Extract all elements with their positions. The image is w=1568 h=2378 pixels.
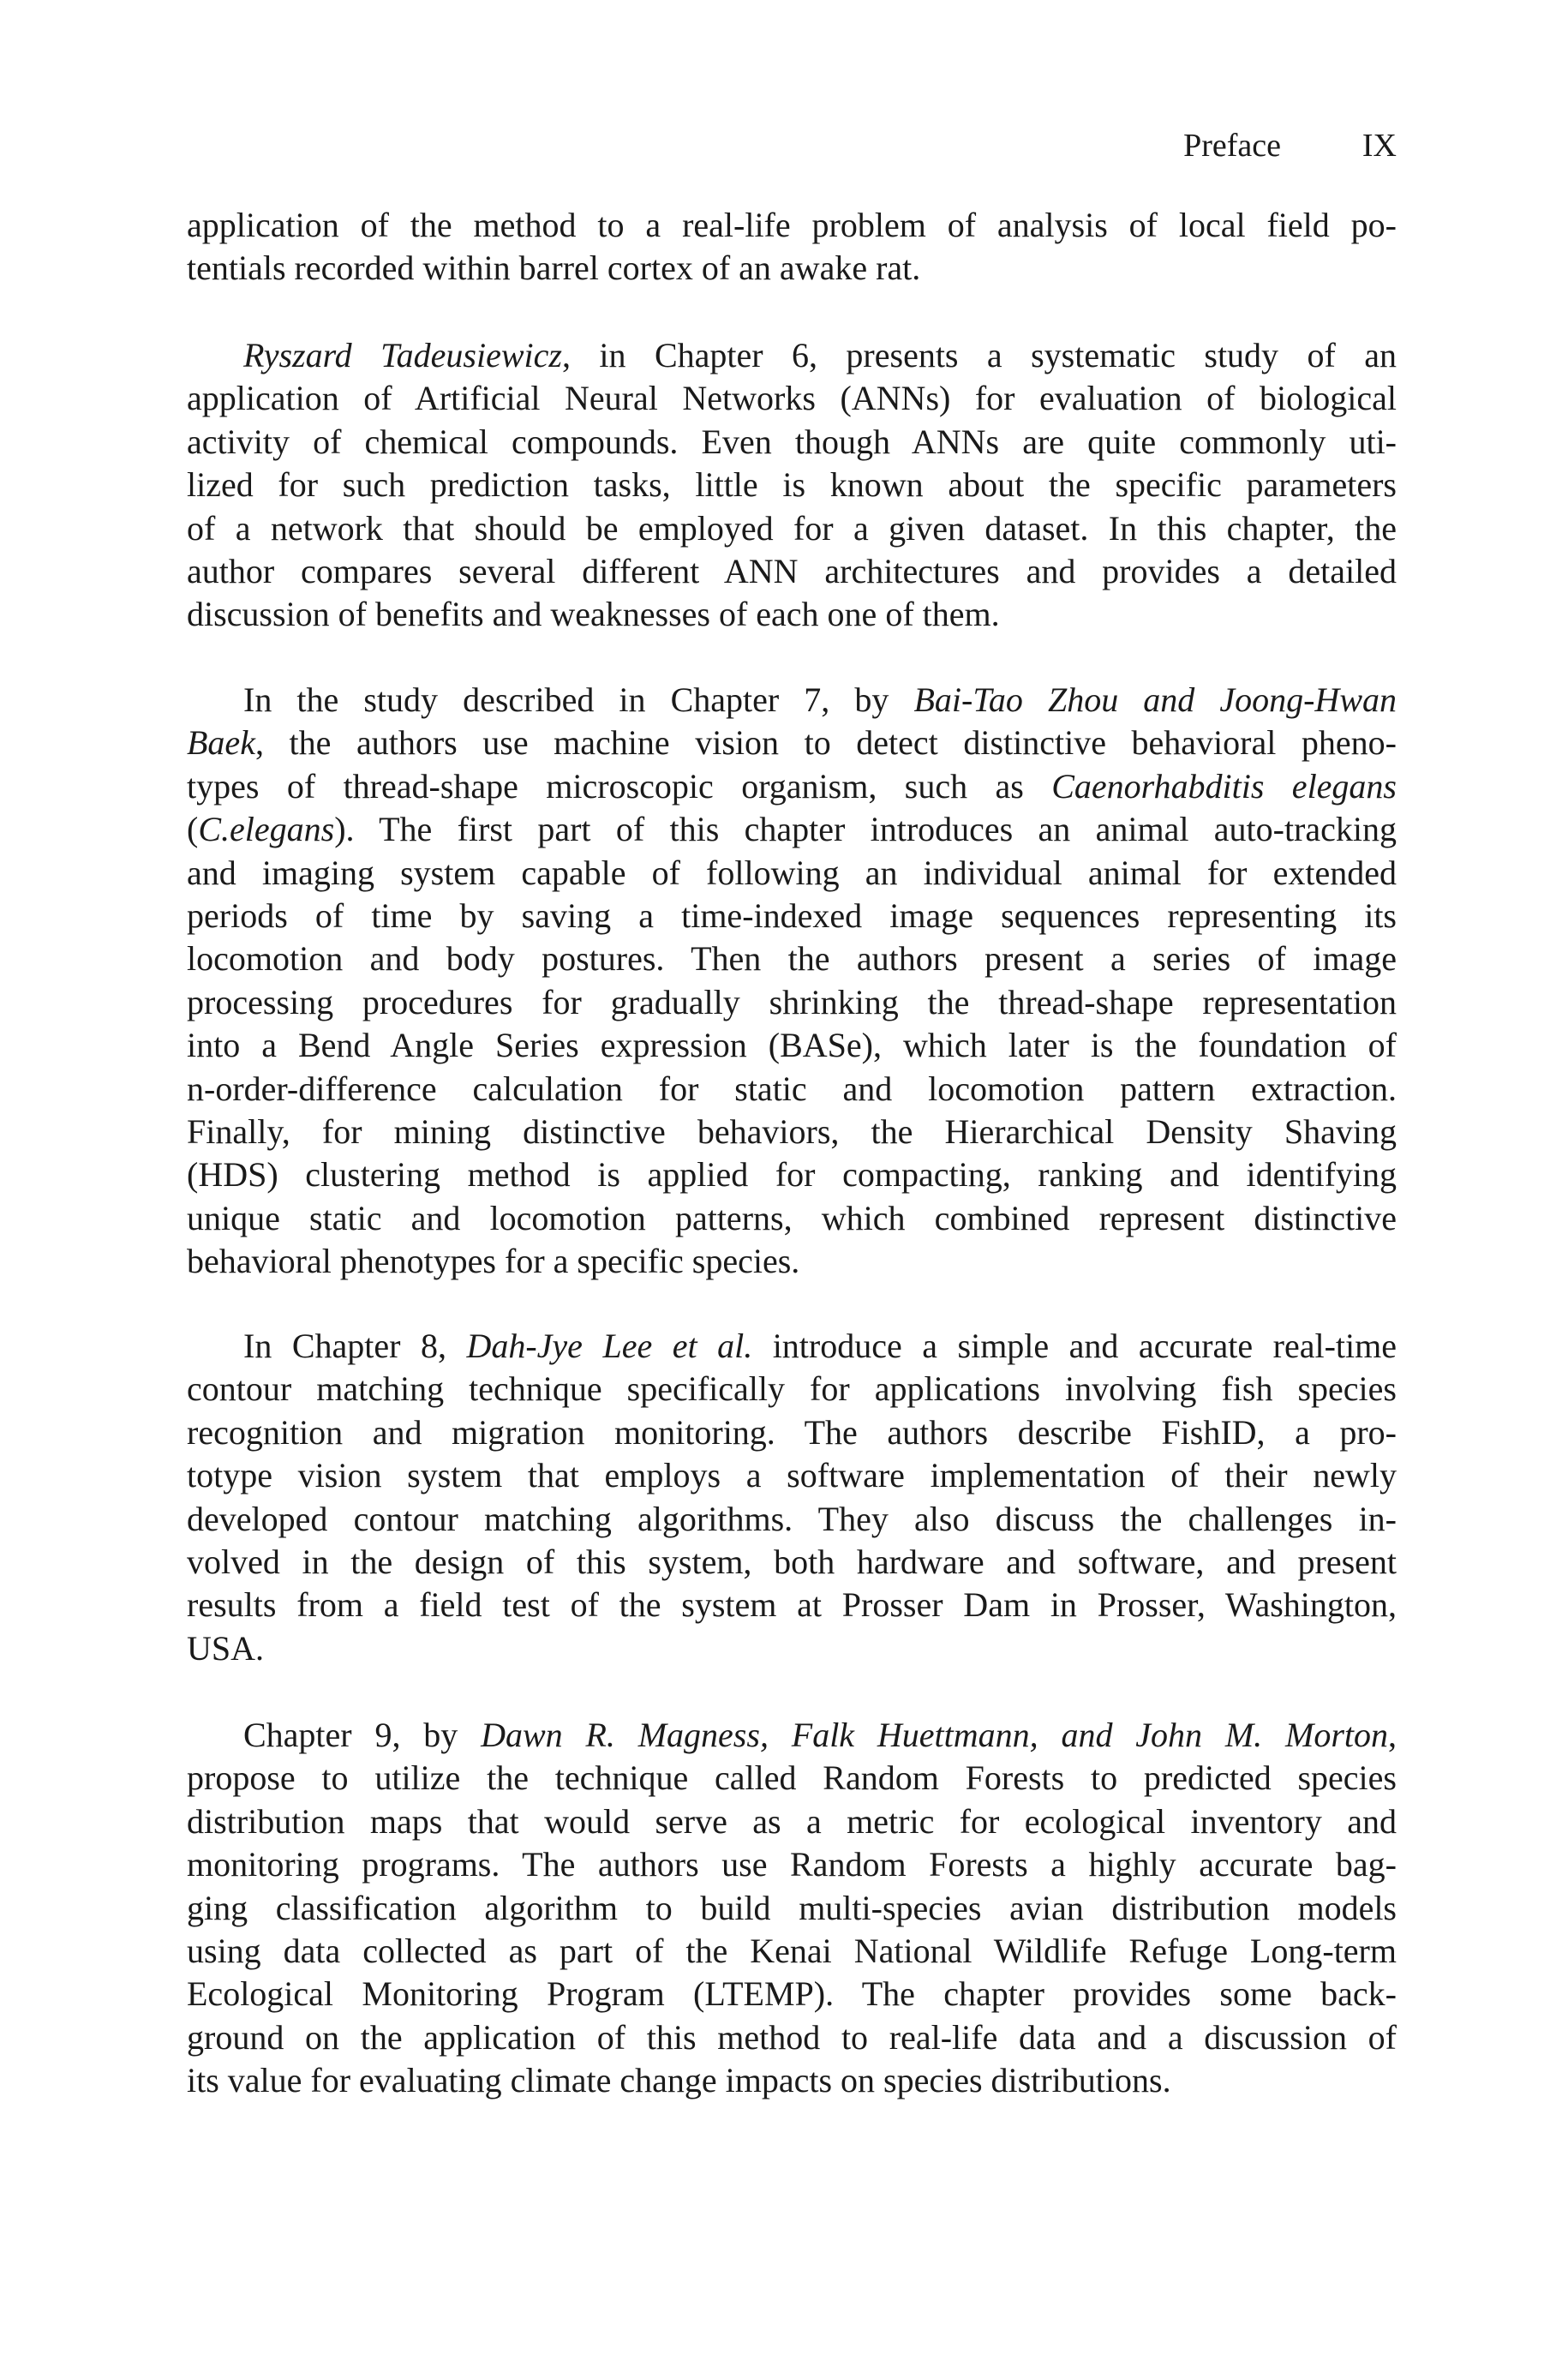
text-segment: propose to utilize the technique called Random Forests to predicted species xyxy=(187,1758,1397,1798)
italic-text: Caenorhabditis elegans xyxy=(1051,766,1397,806)
text-segment: of a network that should be employed for a given dataset. In this chapter, the xyxy=(187,508,1397,548)
text-segment: Chapter 9, by xyxy=(243,1716,482,1754)
text-segment: application of the method to a real-life problem of analysis of local field po- xyxy=(187,206,1397,244)
text-line xyxy=(187,722,1397,764)
text-line xyxy=(187,1411,1397,1454)
text-segment: (HDS) clustering method is applied for compacting, ranking and identifying xyxy=(187,1155,1397,1195)
text-line xyxy=(187,1068,1397,1111)
text-segment: unique static and locomotion patterns, which combined represent distinctive xyxy=(187,1198,1397,1237)
text-segment: , the authors use machine vision to detect distinctive behavioral pheno- xyxy=(254,723,1397,763)
text-line xyxy=(187,1368,1397,1411)
text-segment: activity of chemical compounds. Even though ANNs are quite commonly uti- xyxy=(187,422,1397,461)
text-line xyxy=(187,1843,1397,1886)
text-line xyxy=(187,2016,1397,2059)
text-segment: , in Chapter 6, presents a systematic study of an xyxy=(561,336,1397,374)
text-line xyxy=(187,1627,1397,1670)
text-segment: recognition and migration monitoring. The authors describe FishID, a pro- xyxy=(187,1412,1397,1452)
running-header-title: Preface xyxy=(1183,128,1281,164)
text-segment: Finally, for mining distinctive behaviors, the Hierarchical Density Shaving xyxy=(187,1111,1397,1151)
paragraph xyxy=(187,204,1397,291)
text-line xyxy=(187,852,1397,895)
text-line xyxy=(187,204,1397,247)
text-line xyxy=(187,1454,1397,1497)
text-segment: In Chapter 8, xyxy=(243,1327,467,1365)
text-segment: n-order-difference calculation for static and locomotion pattern extraction. xyxy=(187,1069,1397,1108)
text-segment: ging classification algorithm to build multi-species avian distribution models xyxy=(187,1888,1397,1927)
text-line xyxy=(187,593,1397,636)
text-line xyxy=(187,808,1397,851)
text-line xyxy=(187,464,1397,506)
text-segment: application of Artificial Neural Networks (ANNs) for evaluation of biological xyxy=(187,379,1397,418)
text-line xyxy=(187,550,1397,593)
text-segment: ). The first part of this chapter introduces an animal auto-tracking xyxy=(334,810,1397,849)
italic-text: Dah-Jye Lee et al. xyxy=(466,1327,753,1365)
text-line xyxy=(187,1541,1397,1584)
text-line xyxy=(187,1887,1397,1930)
text-segment: , xyxy=(1388,1716,1397,1754)
text-segment: Ecological Monitoring Program (LTEMP). The chapter provides some back- xyxy=(187,1974,1397,2014)
text-segment: volved in the design of this system, both hardware and software, and present xyxy=(187,1542,1397,1581)
text-segment: tentials recorded within barrel cortex of an awake rat. xyxy=(187,249,921,288)
text-segment: processing procedures for gradually shrinking the thread-shape representation xyxy=(187,982,1397,1021)
text-segment: USA. xyxy=(187,1628,265,1668)
text-line xyxy=(187,247,1397,290)
text-segment: distribution maps that would serve as a metric for ecological inventory and xyxy=(187,1801,1397,1841)
paragraph xyxy=(187,1714,1397,2103)
text-line xyxy=(187,1325,1397,1368)
text-segment: author compares several different ANN architectures and provides a detailed xyxy=(187,551,1397,590)
text-line xyxy=(187,1973,1397,2016)
italic-text: Bai-Tao Zhou and Joong-Hwan xyxy=(913,680,1397,719)
text-segment: contour matching technique specifically for applications involving fish species xyxy=(187,1369,1397,1409)
text-segment: monitoring programs. The authors use Random Forests a highly accurate bag- xyxy=(187,1845,1397,1884)
text-line xyxy=(187,334,1397,377)
text-line xyxy=(187,377,1397,420)
text-segment: In the study described in Chapter 7, by xyxy=(243,680,914,719)
text-segment: locomotion and body postures. Then the authors present a series of image xyxy=(187,939,1397,979)
text-line xyxy=(187,765,1397,808)
text-line xyxy=(187,1498,1397,1541)
paragraph xyxy=(187,1325,1397,1670)
text-segment: introduce a simple and accurate real-time xyxy=(752,1327,1397,1365)
text-segment: periods of time by saving a time-indexed image sequences representing its xyxy=(187,895,1397,935)
text-line xyxy=(187,679,1397,722)
paragraph xyxy=(187,334,1397,637)
paragraph xyxy=(187,679,1397,1283)
text-line xyxy=(187,1111,1397,1153)
italic-text: C.elegans xyxy=(198,810,335,849)
text-segment: developed contour matching algorithms. They also discuss the challenges in- xyxy=(187,1499,1397,1538)
text-segment: and imaging system capable of following an individual animal for extended xyxy=(187,853,1397,892)
text-line xyxy=(187,1584,1397,1626)
text-segment: behavioral phenotypes for a specific species. xyxy=(187,1242,800,1281)
text-line xyxy=(187,1714,1397,1757)
text-segment: types of thread-shape microscopic organism, such as xyxy=(187,766,1052,806)
text-line xyxy=(187,937,1397,980)
text-line xyxy=(187,1240,1397,1283)
page-number: IX xyxy=(1362,128,1397,164)
text-segment: lized for such prediction tasks, little is known about the specific parameters xyxy=(187,465,1397,505)
italic-text: Baek xyxy=(187,723,255,763)
text-segment: discussion of benefits and weaknesses of each one of them. xyxy=(187,595,1000,634)
text-segment: results from a field test of the system at Prosser Dam in Prosser, Washington, xyxy=(187,1585,1397,1625)
text-segment: its value for evaluating climate change impacts on species distributions. xyxy=(187,2061,1171,2100)
text-line xyxy=(187,1930,1397,1973)
text-line xyxy=(187,1024,1397,1067)
text-line xyxy=(187,421,1397,464)
text-line xyxy=(187,981,1397,1024)
text-segment: ( xyxy=(187,810,199,849)
text-line xyxy=(187,895,1397,937)
text-line xyxy=(187,1800,1397,1843)
text-segment: ground on the application of this method to real-life data and a discussion of xyxy=(187,2017,1397,2057)
text-line xyxy=(187,507,1397,550)
text-line xyxy=(187,1757,1397,1800)
text-line xyxy=(187,1197,1397,1240)
text-line xyxy=(187,1153,1397,1196)
italic-text: Dawn R. Magness, Falk Huettmann, and John M. Morton xyxy=(481,1716,1388,1754)
italic-text: Ryszard Tadeusiewicz xyxy=(243,336,562,374)
text-segment: totype vision system that employs a software implementation of their newly xyxy=(187,1456,1397,1495)
text-segment: using data collected as part of the Kenai National Wildlife Refuge Long-term xyxy=(187,1931,1397,1970)
text-segment: into a Bend Angle Series expression (BASe), which later is the foundation of xyxy=(187,1026,1397,1065)
text-line xyxy=(187,2059,1397,2102)
